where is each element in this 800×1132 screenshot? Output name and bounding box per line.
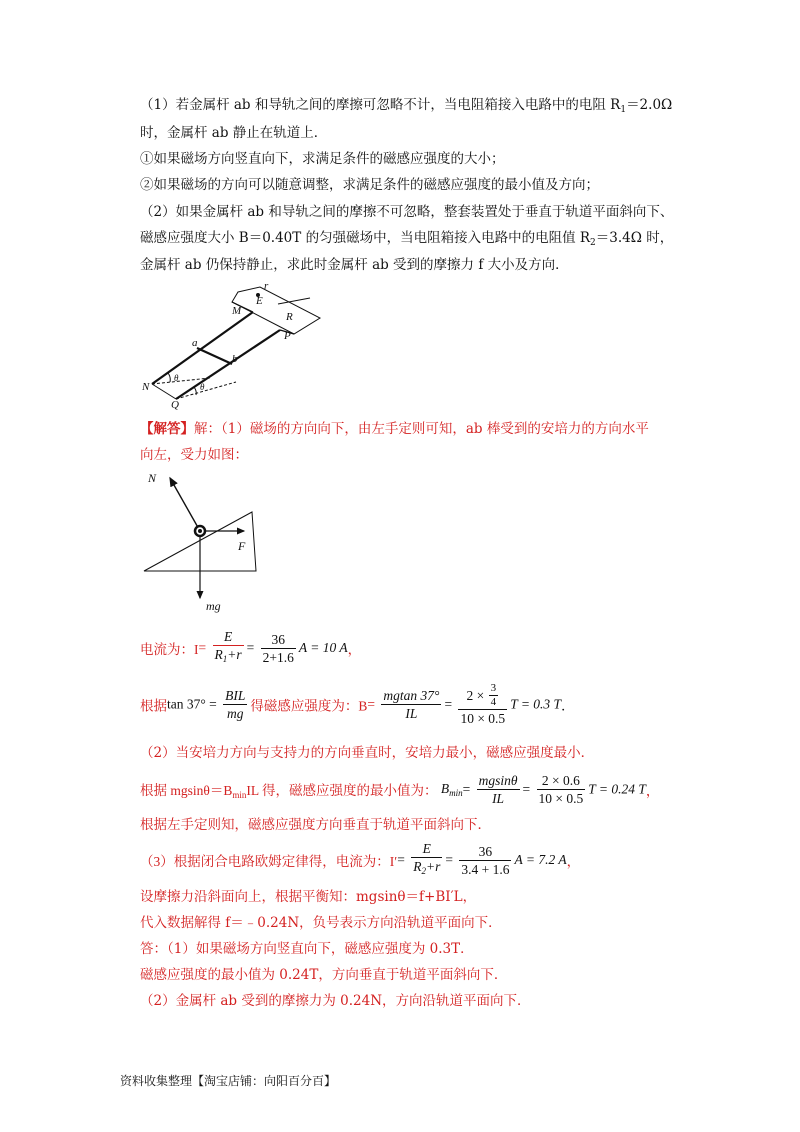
label-N: N (142, 381, 150, 393)
footer-text: 资料收集整理【淘宝店铺：向阳百分百】 (120, 1074, 337, 1088)
label-theta-1: θ (174, 373, 179, 383)
problem-line-6: 磁感应强度大小 B＝0.40T 的匀强磁场中，当电阻箱接入电路中的电阻值 $R_2=3.4\Omega$ 时， (140, 230, 674, 248)
label-a: a (192, 337, 198, 349)
answer-line-11: 答：（1）如果磁场方向竖直向下，磁感应强度为 0.3T． (140, 941, 474, 957)
answer-line-12: 磁感应强度的最小值为 0.24T，方向垂直于轨道平面斜向下． (140, 967, 508, 983)
problem-line-7: 金属杆 ab 仍保持静止，求此时金属杆 ab 受到的摩擦力 f 大小及方向． (140, 257, 569, 273)
problem-line-2: 时，金属杆 ab 静止在轨道上． (140, 125, 328, 141)
label-R: R (286, 311, 293, 323)
force-diagram (140, 466, 270, 616)
label-P: P (284, 330, 291, 342)
label-Q: Q (171, 399, 179, 410)
answer-line-13: （2）金属杆 ab 受到的摩擦力为 0.24N，方向沿轨道平面向下． (140, 993, 531, 1009)
min-b-equation: 根据 $mgsin\theta=B_{min}IL$ 得，磁感应强度的最小值为： $B_{min}=$ $\frac{mgsin\theta}{IL}$ = $\frac{2 \times 0.6}{10 \times 0.5}$ T = 0.24 T， (140, 773, 660, 806)
label-F-force: F (238, 539, 246, 553)
label-E: E (256, 295, 263, 307)
label-M: M (232, 305, 242, 317)
answer-line-1: 【解答】解：（1）磁场的方向向下，由左手定则可知，ab 棒受到的安培力的方向水平 (140, 421, 649, 437)
problem-line-3: ①如果磁场方向竖直向下，求满足条件的磁感应强度的大小； (140, 151, 505, 167)
label-N-force: N (148, 471, 157, 485)
answer-line-9: 设摩擦力沿斜面向上，根据平衡知：mgsinθ＝f+BI′L， (140, 889, 477, 905)
problem-line-1: （1）若金属杆 ab 和导轨之间的摩擦可忽略不计，当电阻箱接入电路中的电阻 $R_1=2.0\Omega$ (140, 97, 673, 115)
label-r: r (264, 280, 269, 292)
answer-line-10: 代入数据解得 f＝﹣0.24N，负号表示方向沿轨道平面向下． (140, 915, 502, 931)
label-mg-force: mg (206, 599, 221, 613)
ohm-equation: （3）根据闭合电路欧姆定律得，电流为：I′= $\frac{E}{R_2+r}$ = $\frac{36}{3.4 + 1.6}$ A = 7.2 A， (140, 841, 581, 877)
answer-line-7: 根据左手定则知，磁感应强度方向垂直于轨道平面斜向下． (140, 817, 491, 833)
answer-line-5: （2）当安培力方向与支持力的方向垂直时，安培力最小，磁感应强度最小． (140, 745, 595, 761)
rail-diagram (140, 280, 340, 410)
current-equation: 电流为：I= $\frac{E}{R_1+r}$ = $\frac{36}{2+1.6}$ A = 10 A， (140, 629, 362, 665)
label-theta-2: θ (200, 382, 205, 392)
problem-line-5: （2）如果金属杆 ab 和导轨之间的摩擦不可忽略，整套装置处于垂直于轨道平面斜向下、 (140, 204, 674, 220)
answer-line-2: 向左，受力如图： (140, 447, 248, 463)
label-b: b (232, 353, 238, 365)
problem-line-4: ②如果磁场的方向可以随意调整，求满足条件的磁感应强度的最小值及方向； (140, 177, 599, 193)
tan-equation: 根据tan 37° = $\frac{\text{BIL}}{mg}$ 得磁感应强度为：B= $\frac{mgtan 37^\circ}{IL}$ = 2 × $\frac{3}{4}$ 10 × 0.5 T = 0.3 T． (140, 682, 575, 726)
